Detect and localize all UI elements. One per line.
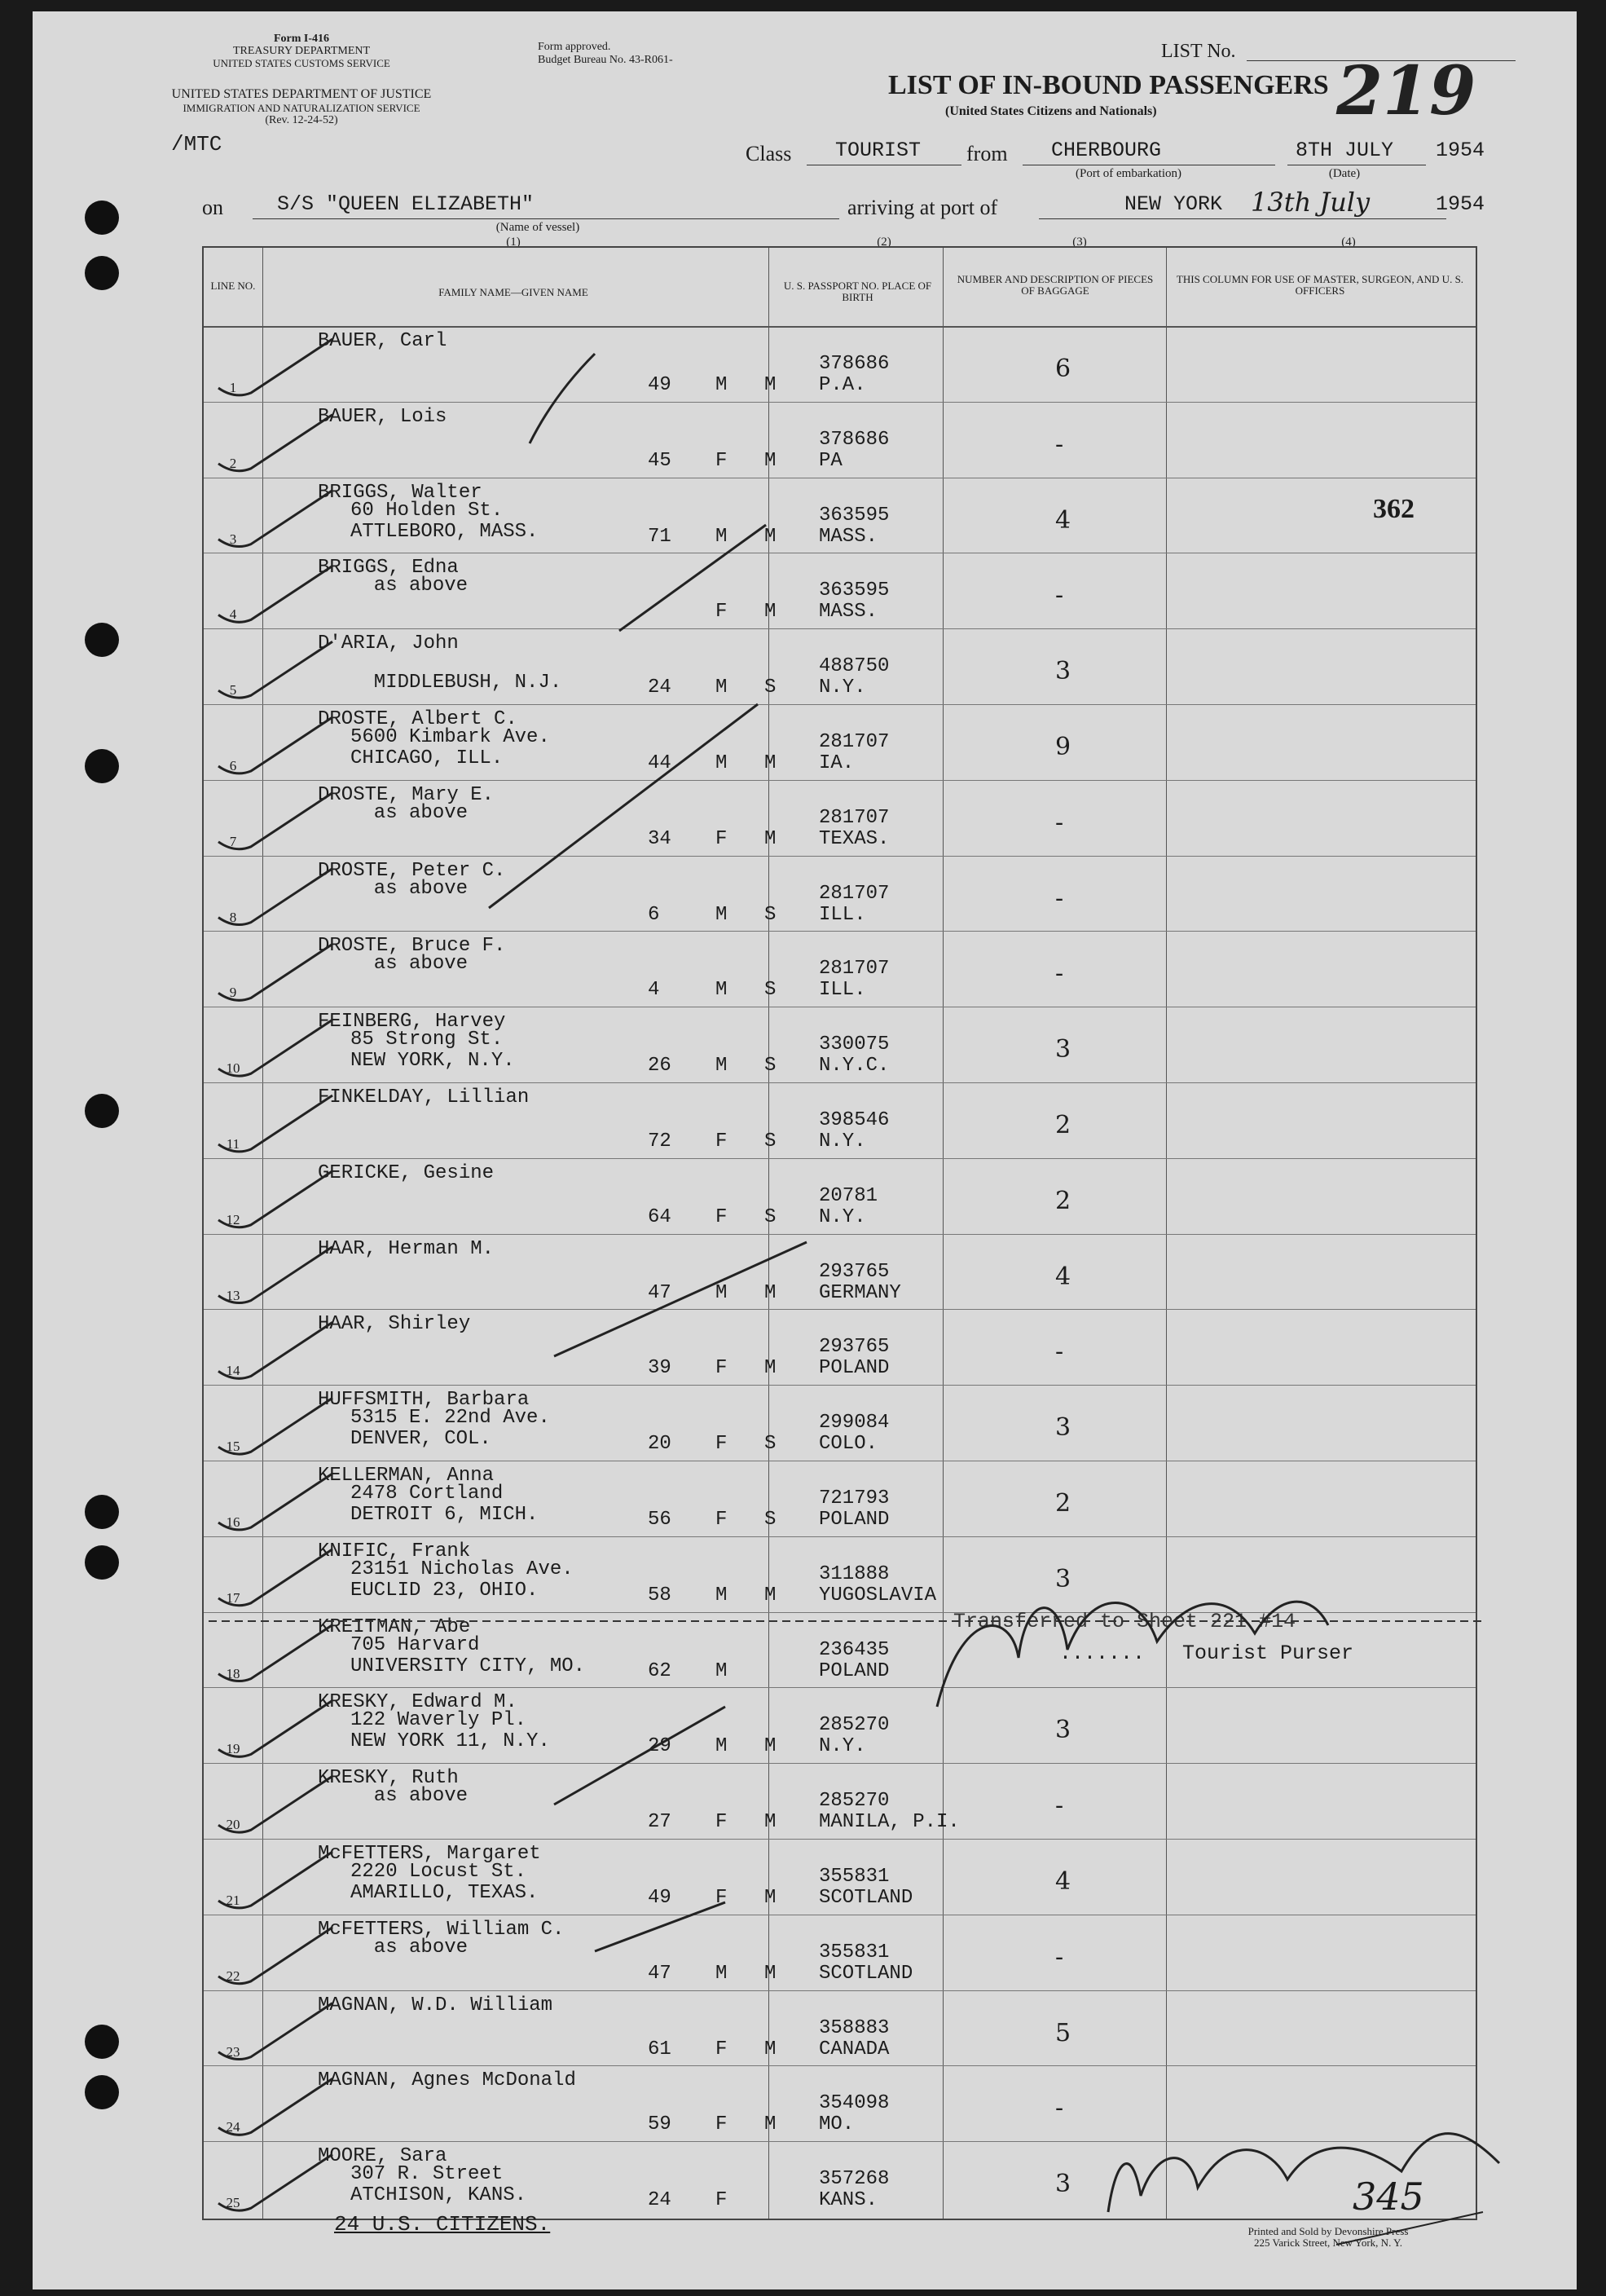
line-number: 18 bbox=[226, 1665, 240, 1681]
check-mark bbox=[218, 1928, 332, 1984]
baggage-count: - bbox=[1055, 1791, 1064, 1821]
place-of-birth: N.Y. bbox=[819, 1205, 866, 1228]
pen-marks bbox=[33, 11, 1577, 2289]
baggage-count: 5 bbox=[1055, 2018, 1071, 2047]
passenger-sex: M bbox=[715, 752, 728, 774]
place-of-birth: YUGOSLAVIA bbox=[819, 1584, 937, 1606]
passenger-sex: F bbox=[715, 1509, 728, 1531]
from-value: CHERBOURG bbox=[1051, 139, 1162, 162]
header-passport: U. S. PASSPORT NO. PLACE OF BIRTH bbox=[783, 280, 932, 303]
baggage-count: 3 bbox=[1055, 1564, 1071, 1593]
passport-number: 398546 bbox=[819, 1109, 890, 1131]
passenger-name: KRESKY, Ruth bbox=[318, 1767, 459, 1790]
passport-number: 355831 bbox=[819, 1941, 890, 1963]
line-number: 14 bbox=[226, 1363, 240, 1379]
ins-service: IMMIGRATION AND NATURALIZATION SERVICE bbox=[183, 102, 420, 114]
passenger-name: BAUER, Lois bbox=[318, 405, 447, 428]
place-of-birth: PA bbox=[819, 449, 843, 472]
passenger-sex: F bbox=[715, 1130, 728, 1152]
passenger-age: 62 bbox=[648, 1659, 671, 1682]
marital-status: S bbox=[764, 676, 777, 699]
baggage-count: - bbox=[1055, 808, 1064, 837]
passenger-sex: M bbox=[715, 1735, 728, 1758]
passenger-name: KELLERMAN, Anna bbox=[318, 1465, 495, 1487]
passenger-sex: M bbox=[715, 1584, 728, 1606]
passenger-sex: F bbox=[715, 2189, 728, 2212]
line-number: 21 bbox=[226, 1893, 240, 1908]
check-mark bbox=[218, 1625, 332, 1681]
baggage-count: 9 bbox=[1055, 733, 1071, 761]
check-mark bbox=[218, 2154, 332, 2210]
justice-dept: UNITED STATES DEPARTMENT OF JUSTICE bbox=[171, 87, 432, 101]
passenger-age: 59 bbox=[648, 2113, 671, 2136]
passenger-sex: M bbox=[715, 374, 728, 396]
check-mark bbox=[218, 2003, 332, 2060]
officer-note: 362 bbox=[1373, 493, 1415, 524]
passenger-address: as above bbox=[350, 801, 469, 824]
line-number: 11 bbox=[226, 1136, 240, 1152]
passenger-name: DROSTE, Peter C. bbox=[318, 859, 506, 882]
passenger-address: as above bbox=[350, 1785, 469, 1808]
passenger-address: 5600 Kimbark Ave. CHICAGO, ILL. bbox=[350, 726, 550, 769]
passenger-address: 2220 Locust St. AMARILLO, TEXAS. bbox=[350, 1861, 539, 1904]
passenger-address: 122 Waverly Pl. NEW YORK 11, N.Y. bbox=[350, 1709, 550, 1753]
passenger-address: as above bbox=[350, 953, 469, 976]
manifest-page bbox=[33, 11, 1577, 2289]
marital-status: S bbox=[764, 979, 777, 1002]
from-caption: (Port of embarkation) bbox=[1076, 167, 1181, 180]
check-mark bbox=[218, 1171, 332, 1227]
line-number: 2 bbox=[229, 455, 237, 471]
place-of-birth: ILL. bbox=[819, 903, 866, 926]
passenger-age: 6 bbox=[648, 903, 660, 926]
baggage-count: 2 bbox=[1055, 1489, 1071, 1518]
passenger-address: as above bbox=[350, 1936, 469, 1959]
marital-status: S bbox=[764, 1509, 777, 1531]
passenger-age: 72 bbox=[648, 1130, 671, 1152]
line-number: 8 bbox=[229, 909, 237, 925]
passenger-address: 705 Harvard UNIVERSITY CITY, MO. bbox=[350, 1633, 586, 1677]
handwritten-count: 345 bbox=[1353, 2175, 1424, 2219]
marital-status: M bbox=[764, 1735, 777, 1758]
passport-number: 293765 bbox=[819, 1336, 890, 1359]
passenger-sex: M bbox=[715, 676, 728, 699]
check-mark bbox=[218, 566, 332, 622]
header-baggage: NUMBER AND DESCRIPTION OF PIECES OF BAGGAGE bbox=[957, 273, 1154, 297]
passport-number: 363595 bbox=[819, 580, 890, 602]
passenger-name: BRIGGS, Edna bbox=[318, 557, 459, 580]
passenger-age: 26 bbox=[648, 1055, 671, 1077]
passport-number: 311888 bbox=[819, 1562, 890, 1585]
passenger-sex: M bbox=[715, 1962, 728, 1985]
marital-status: S bbox=[764, 1130, 777, 1152]
check-mark bbox=[218, 717, 332, 773]
place-of-birth: MO. bbox=[819, 2113, 855, 2136]
passenger-age: 47 bbox=[648, 1281, 671, 1304]
col-index-2: (2) bbox=[877, 236, 891, 249]
place-of-birth: CANADA bbox=[819, 2038, 890, 2060]
document-subtitle: (United States Citizens and Nationals) bbox=[945, 104, 1157, 118]
passport-number: 488750 bbox=[819, 655, 890, 678]
place-of-birth: P.A. bbox=[819, 374, 866, 396]
passenger-sex: M bbox=[715, 979, 728, 1002]
passenger-age: 24 bbox=[648, 2189, 671, 2212]
passport-number: 355831 bbox=[819, 1866, 890, 1888]
passenger-sex: M bbox=[715, 525, 728, 548]
passport-number: 378686 bbox=[819, 428, 890, 451]
place-of-birth: TEXAS. bbox=[819, 827, 890, 850]
baggage-count: 3 bbox=[1055, 1413, 1071, 1443]
citizen-count: 24 U.S. CITIZENS. bbox=[334, 2212, 551, 2237]
passport-number: 293765 bbox=[819, 1260, 890, 1283]
marital-status: M bbox=[764, 2038, 777, 2060]
arriving-label: arriving at port of bbox=[847, 196, 998, 219]
col-index-4: (4) bbox=[1341, 236, 1356, 249]
passport-number: 357268 bbox=[819, 2168, 890, 2191]
year-value: 1954 bbox=[1436, 139, 1485, 162]
passport-number: 378686 bbox=[819, 353, 890, 375]
place-of-birth: ILL. bbox=[819, 979, 866, 1002]
line-number: 19 bbox=[226, 1741, 240, 1757]
port-value: NEW YORK bbox=[1124, 192, 1223, 216]
passport-number: 299084 bbox=[819, 1412, 890, 1434]
passport-number: 20781 bbox=[819, 1184, 878, 1207]
passenger-age: 34 bbox=[648, 827, 671, 850]
baggage-count: - bbox=[1055, 884, 1064, 913]
passenger-name: HAAR, Herman M. bbox=[318, 1237, 495, 1260]
passenger-age: 44 bbox=[648, 752, 671, 774]
passenger-age: 27 bbox=[648, 1811, 671, 1834]
baggage-count: - bbox=[1055, 2094, 1064, 2123]
passenger-sex: F bbox=[715, 1887, 728, 1909]
passport-number: 281707 bbox=[819, 958, 890, 981]
line-number: 9 bbox=[229, 985, 237, 1001]
marital-status: M bbox=[764, 525, 777, 548]
check-mark bbox=[218, 641, 332, 698]
line-number: 15 bbox=[226, 1439, 240, 1455]
list-no-label: LIST No. bbox=[1161, 41, 1236, 62]
date-value: 8TH JULY bbox=[1296, 139, 1394, 162]
check-mark bbox=[218, 793, 332, 849]
arrival-year: 1954 bbox=[1436, 192, 1485, 216]
header-line-no: LINE NO. bbox=[210, 280, 256, 292]
place-of-birth: N.Y. bbox=[819, 676, 866, 699]
passenger-address: as above bbox=[350, 877, 469, 900]
baggage-count: 4 bbox=[1055, 1262, 1071, 1291]
place-of-birth: COLO. bbox=[819, 1433, 878, 1456]
passport-number: 358883 bbox=[819, 2016, 890, 2039]
passenger-name: KREITMAN, Abe bbox=[318, 1615, 471, 1638]
marital-status: M bbox=[764, 1811, 777, 1834]
passport-number: 354098 bbox=[819, 2092, 890, 2115]
passenger-age: 49 bbox=[648, 1887, 671, 1909]
class-value: TOURIST bbox=[835, 139, 922, 162]
marital-status: M bbox=[764, 1887, 777, 1909]
check-mark bbox=[218, 1095, 332, 1152]
passenger-sex: M bbox=[715, 1281, 728, 1304]
line-number: 12 bbox=[226, 1211, 240, 1227]
revision: (Rev. 12-24-52) bbox=[265, 114, 338, 126]
passenger-age: 61 bbox=[648, 2038, 671, 2060]
marital-status: S bbox=[764, 1055, 777, 1077]
baggage-count: - bbox=[1055, 581, 1064, 610]
passport-number: 236435 bbox=[819, 1638, 890, 1661]
passenger-age: 4 bbox=[648, 979, 660, 1002]
treasury-dept: TREASURY DEPARTMENT bbox=[232, 45, 371, 57]
place-of-birth: IA. bbox=[819, 752, 855, 774]
passenger-name: McFETTERS, Margaret bbox=[318, 1843, 541, 1865]
baggage-count: - bbox=[1055, 430, 1064, 459]
check-mark bbox=[218, 491, 332, 547]
passenger-name: BAUER, Carl bbox=[318, 330, 447, 352]
vessel-caption: (Name of vessel) bbox=[495, 221, 580, 234]
line-number: 25 bbox=[226, 2195, 240, 2211]
marital-status: M bbox=[764, 1962, 777, 1985]
check-mark bbox=[218, 869, 332, 925]
passport-number: 281707 bbox=[819, 806, 890, 829]
place-of-birth: N.Y. bbox=[819, 1735, 866, 1758]
passenger-name: KRESKY, Edward M. bbox=[318, 1691, 517, 1714]
check-mark bbox=[218, 1776, 332, 1832]
passenger-age: 20 bbox=[648, 1433, 671, 1456]
line-number: 17 bbox=[226, 1589, 240, 1606]
baggage-count: 6 bbox=[1055, 355, 1071, 383]
baggage-count: - bbox=[1055, 1942, 1064, 1972]
check-mark bbox=[218, 944, 332, 1000]
baggage-count: 4 bbox=[1055, 1867, 1071, 1896]
passport-number: 285270 bbox=[819, 1790, 890, 1813]
passenger-name: DROSTE, Albert C. bbox=[318, 708, 517, 730]
line-number: 16 bbox=[226, 1514, 240, 1530]
passenger-address: 60 Holden St. ATTLEBORO, MASS. bbox=[350, 499, 539, 543]
passport-number: 281707 bbox=[819, 882, 890, 905]
passenger-address: 85 Strong St. NEW YORK, N.Y. bbox=[350, 1029, 515, 1073]
passenger-name: MAGNAN, W.D. William bbox=[318, 1994, 553, 2016]
passport-number: 281707 bbox=[819, 731, 890, 753]
passenger-name: GERICKE, Gesine bbox=[318, 1161, 495, 1184]
passenger-name: McFETTERS, William C. bbox=[318, 1918, 565, 1941]
line-number: 7 bbox=[229, 833, 237, 849]
passenger-sex: F bbox=[715, 2113, 728, 2136]
marital-status: M bbox=[764, 2113, 777, 2136]
check-mark bbox=[218, 2078, 332, 2135]
marital-status: M bbox=[764, 1357, 777, 1380]
passenger-sex: F bbox=[715, 1357, 728, 1380]
marital-status: M bbox=[764, 601, 777, 624]
line-number: 13 bbox=[226, 1287, 240, 1303]
passenger-sex: F bbox=[715, 601, 728, 624]
passenger-age: 45 bbox=[648, 449, 671, 472]
check-mark bbox=[218, 1549, 332, 1606]
passenger-name: MOORE, Sara bbox=[318, 2145, 447, 2168]
baggage-count: 2 bbox=[1055, 1111, 1071, 1139]
place-of-birth: N.Y.C. bbox=[819, 1055, 890, 1077]
check-mark bbox=[218, 1020, 332, 1076]
line-number: 22 bbox=[226, 1968, 240, 1984]
passenger-name: FINKELDAY, Lillian bbox=[318, 1086, 530, 1108]
passenger-age: 24 bbox=[648, 676, 671, 699]
passenger-name: DROSTE, Bruce F. bbox=[318, 935, 506, 958]
vessel-name: S/S "QUEEN ELIZABETH" bbox=[277, 192, 535, 216]
header-officers: THIS COLUMN FOR USE OF MASTER, SURGEON, AND U. S. OFFICERS bbox=[1176, 273, 1464, 297]
marital-status: M bbox=[764, 374, 777, 396]
place-of-birth: GERMANY bbox=[819, 1281, 901, 1304]
passport-number: 330075 bbox=[819, 1033, 890, 1056]
mtc-mark: /MTC bbox=[171, 132, 222, 156]
place-of-birth: MASS. bbox=[819, 601, 878, 624]
passenger-age: 49 bbox=[648, 374, 671, 396]
baggage-count: 3 bbox=[1055, 1035, 1071, 1064]
passenger-sex: F bbox=[715, 2038, 728, 2060]
customs-service: UNITED STATES CUSTOMS SERVICE bbox=[213, 57, 390, 69]
line-number: 4 bbox=[229, 606, 237, 623]
passenger-sex: F bbox=[715, 1811, 728, 1834]
check-mark bbox=[218, 1398, 332, 1454]
passenger-sex: M bbox=[715, 1055, 728, 1077]
printer-line-1: Printed and Sold by Devonshire Press bbox=[1247, 2225, 1409, 2237]
check-mark bbox=[218, 339, 332, 395]
place-of-birth: SCOTLAND bbox=[819, 1962, 913, 1985]
place-of-birth: POLAND bbox=[819, 1659, 890, 1682]
passenger-address: 5315 E. 22nd Ave. DENVER, COL. bbox=[350, 1407, 550, 1451]
passenger-name: D'ARIA, John bbox=[318, 632, 459, 655]
check-mark bbox=[218, 415, 332, 471]
passenger-name: HUFFSMITH, Barbara bbox=[318, 1389, 530, 1412]
passenger-sex: F bbox=[715, 1205, 728, 1228]
passenger-name: KNIFIC, Frank bbox=[318, 1540, 471, 1562]
marital-status: S bbox=[764, 1205, 777, 1228]
document-title: LIST OF IN-BOUND PASSENGERS bbox=[888, 70, 1329, 100]
marital-status: M bbox=[764, 449, 777, 472]
marital-status: S bbox=[764, 1433, 777, 1456]
passenger-name: BRIGGS, Walter bbox=[318, 481, 482, 504]
from-label: from bbox=[966, 142, 1008, 165]
col-index-3: (3) bbox=[1072, 236, 1087, 249]
marital-status: M bbox=[764, 752, 777, 774]
place-of-birth: N.Y. bbox=[819, 1130, 866, 1152]
passenger-age: 39 bbox=[648, 1357, 671, 1380]
baggage-count: 4 bbox=[1055, 505, 1071, 535]
check-mark bbox=[218, 1474, 332, 1530]
passenger-name: HAAR, Shirley bbox=[318, 1313, 471, 1336]
line-number: 23 bbox=[226, 2043, 240, 2060]
transfer-note: Transferred to Sheet 221 #14 bbox=[953, 1610, 1296, 1633]
passport-number: 285270 bbox=[819, 1714, 890, 1737]
passenger-age: 64 bbox=[648, 1205, 671, 1228]
class-label: Class bbox=[746, 142, 792, 165]
check-mark bbox=[218, 1247, 332, 1303]
marital-status: M bbox=[764, 827, 777, 850]
place-of-birth: SCOTLAND bbox=[819, 1887, 913, 1909]
passenger-name: MAGNAN, Agnes McDonald bbox=[318, 2069, 576, 2092]
budget-bureau: Budget Bureau No. 43-R061- bbox=[538, 54, 673, 66]
line-number: 1 bbox=[229, 380, 237, 395]
place-of-birth: KANS. bbox=[819, 2189, 878, 2212]
passenger-name: FEINBERG, Harvey bbox=[318, 1011, 506, 1033]
list-number: 219 bbox=[1336, 52, 1476, 130]
line-number: 5 bbox=[229, 682, 237, 698]
check-mark bbox=[218, 1700, 332, 1756]
line-number: 6 bbox=[229, 758, 237, 773]
printer-line-2: 225 Varick Street, New York, N. Y. bbox=[1253, 2237, 1403, 2249]
date-caption: (Date) bbox=[1328, 167, 1361, 180]
baggage-count: 2 bbox=[1055, 1186, 1071, 1215]
on-label: on bbox=[202, 196, 223, 219]
purser-dots: ....... bbox=[1059, 1642, 1146, 1665]
passport-number: 363595 bbox=[819, 504, 890, 527]
passenger-sex: F bbox=[715, 449, 728, 472]
form-approved: Form approved. bbox=[538, 41, 611, 53]
marital-status: S bbox=[764, 903, 777, 926]
check-mark bbox=[218, 1852, 332, 1908]
place-of-birth: POLAND bbox=[819, 1509, 890, 1531]
baggage-count: 3 bbox=[1055, 657, 1071, 686]
passenger-address: 2478 Cortland DETROIT 6, MICH. bbox=[350, 1483, 539, 1526]
purser-label: Tourist Purser bbox=[1182, 1642, 1354, 1665]
header-name: FAMILY NAME—GIVEN NAME bbox=[438, 286, 588, 298]
line-number: 24 bbox=[226, 2119, 240, 2135]
line-number: 10 bbox=[226, 1060, 240, 1077]
baggage-count: 3 bbox=[1055, 1716, 1071, 1745]
passenger-age: 71 bbox=[648, 525, 671, 548]
passenger-age: 58 bbox=[648, 1584, 671, 1606]
col-index-1: (1) bbox=[506, 236, 521, 249]
passenger-age: 56 bbox=[648, 1509, 671, 1531]
passenger-age: 47 bbox=[648, 1962, 671, 1985]
arrival-date: 13th July bbox=[1251, 187, 1371, 218]
passenger-address: 307 R. Street ATCHISON, KANS. bbox=[350, 2163, 527, 2207]
place-of-birth: POLAND bbox=[819, 1357, 890, 1380]
passenger-sex: M bbox=[715, 903, 728, 926]
passenger-address: MIDDLEBUSH, N.J. bbox=[373, 672, 562, 694]
passenger-sex: M bbox=[715, 1659, 728, 1682]
passenger-sex: F bbox=[715, 1433, 728, 1456]
passenger-name: DROSTE, Mary E. bbox=[318, 783, 495, 806]
marital-status: M bbox=[764, 1584, 777, 1606]
form-number: Form I-416 bbox=[273, 33, 330, 45]
check-mark bbox=[218, 1322, 332, 1378]
passenger-age: 29 bbox=[648, 1735, 671, 1758]
baggage-count: 3 bbox=[1055, 2170, 1071, 2199]
baggage-count: - bbox=[1055, 959, 1064, 989]
baggage-count: - bbox=[1055, 1337, 1064, 1367]
line-number: 20 bbox=[226, 1817, 240, 1833]
place-of-birth: MASS. bbox=[819, 525, 878, 548]
place-of-birth: MANILA, P.I. bbox=[819, 1811, 960, 1834]
passenger-address: as above bbox=[350, 575, 469, 597]
line-number: 3 bbox=[229, 531, 237, 547]
passenger-address: 23151 Nicholas Ave. EUCLID 23, OHIO. bbox=[350, 1558, 574, 1602]
marital-status: M bbox=[764, 1281, 777, 1304]
passenger-sex: F bbox=[715, 827, 728, 850]
passport-number: 721793 bbox=[819, 1487, 890, 1509]
